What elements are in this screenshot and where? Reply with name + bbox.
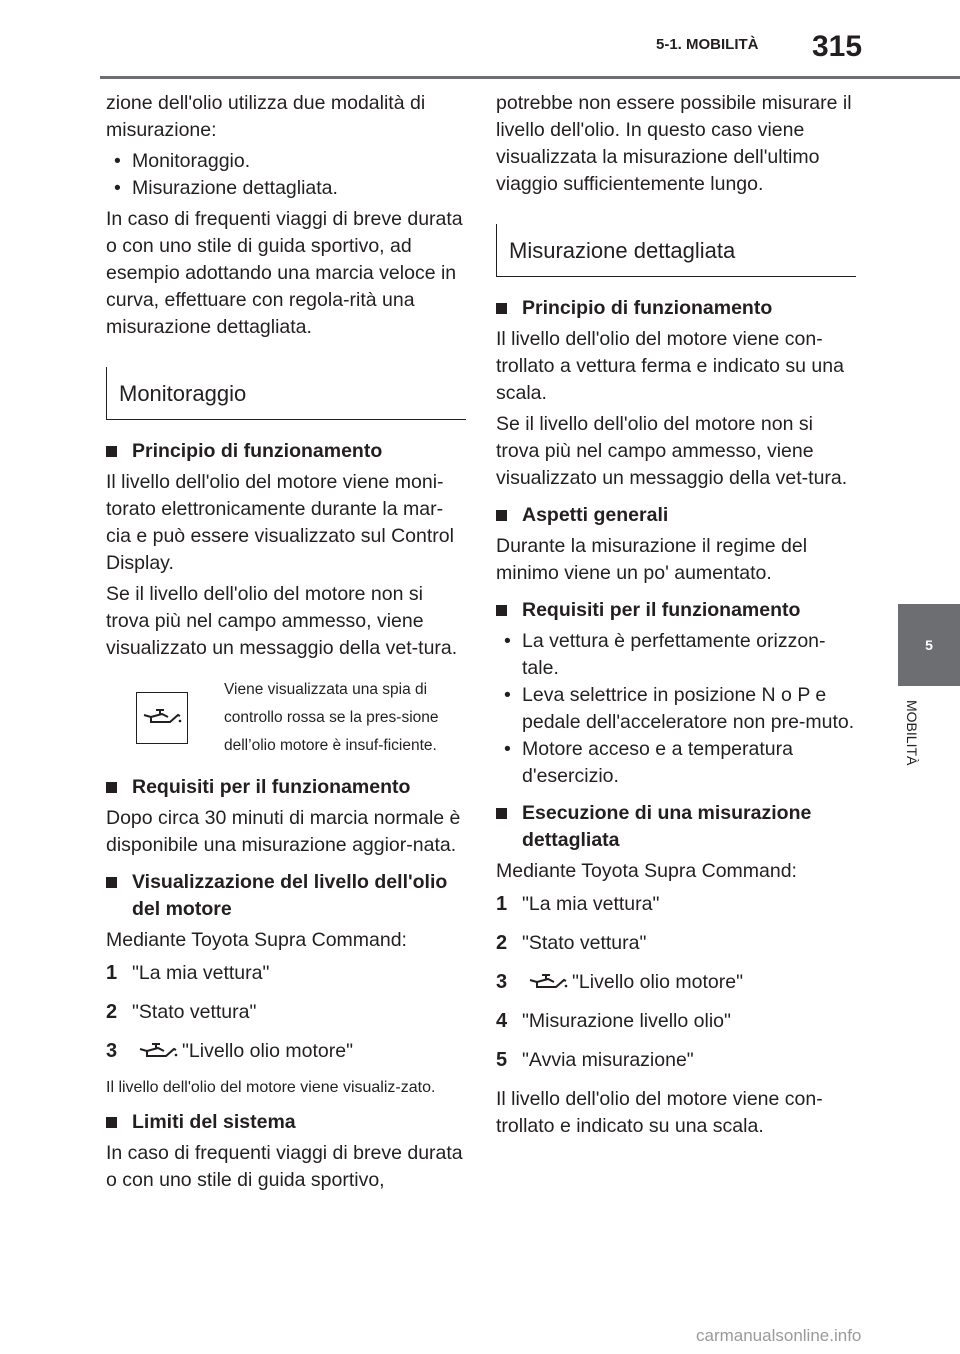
step-number: 3 <box>106 1040 118 1062</box>
paragraph: In caso di frequenti viaggi di breve durata o con uno stile di guida sportivo, <box>106 1142 463 1191</box>
list-item: • La vettura è perfettamente orizzon-tale. <box>496 628 856 682</box>
intro-bullets <box>106 148 466 202</box>
watermark: carmanualsonline.info <box>696 1326 862 1345</box>
step-text: "La mia vettura" <box>132 962 270 984</box>
chapter-tab-number: 5 <box>898 604 960 686</box>
left-column <box>106 90 466 1198</box>
paragraph: Se il livello dell'olio del motore non si trova più nel campo ammesso, viene visualizzato un messaggio della vet-tura. <box>106 583 458 659</box>
paragraph: potrebbe non essere possibile misurare il livello dell'olio. In questo caso viene visualizzata la misurazione dell'ultimo viaggio sufficientemente lungo. <box>496 92 852 195</box>
subheading-text: Requisiti per il funzionamento <box>522 599 801 621</box>
paragraph: Dopo circa 30 minuti di marcia normale è disponibile una misurazione aggior-nata. <box>106 807 461 856</box>
subheading-text: Requisiti per il funzionamento <box>132 776 411 798</box>
paragraph: Durante la misurazione il regime del minimo viene un po' aumentato. <box>496 535 808 584</box>
step-number: 2 <box>106 1001 118 1023</box>
right-column <box>496 90 856 1144</box>
list-item: • Motore acceso e a temperatura d'esercizio. <box>496 736 856 790</box>
square-bullet-icon <box>496 808 507 819</box>
subheading-execution <box>496 800 856 854</box>
step-text: "Misurazione livello olio" <box>522 1010 731 1032</box>
step-text: "La mia vettura" <box>522 893 660 915</box>
square-bullet-icon <box>496 303 507 314</box>
step-text: "Livello olio motore" <box>182 1040 354 1062</box>
square-bullet-icon <box>106 446 117 457</box>
paragraph: Mediante Toyota Supra Command: <box>496 860 797 882</box>
paragraph: Se il livello dell'olio del motore non si trova più nel campo ammesso, viene visualizzato un messaggio della vet-tura. <box>496 413 848 489</box>
square-bullet-icon <box>106 877 117 888</box>
list-item: • Monitoraggio. <box>106 148 466 175</box>
step-number: 1 <box>496 893 508 915</box>
subheading-display <box>106 869 466 923</box>
step-item <box>496 1008 856 1035</box>
page-number: 315 <box>812 30 863 63</box>
warning-text: Viene visualizzata una spia di controllo rossa se la pres-sione dell’olio motore è insuf-ficiente. <box>224 681 439 754</box>
section-heading-misurazione: Misurazione dettagliata <box>496 224 856 277</box>
list-item: • Leva selettrice in posizione N o P e pedale dell'acceleratore non pre-muto. <box>496 682 856 736</box>
step-text: "Livello olio motore" <box>572 971 744 993</box>
requirements-bullets <box>496 628 856 790</box>
step-item <box>496 969 856 996</box>
subheading-requirements <box>106 774 466 801</box>
note-text: Il livello dell'olio del motore viene visualiz-zato. <box>106 1079 436 1096</box>
chapter-tab-label: MOBILITÀ <box>904 700 920 766</box>
step-text: "Stato vettura" <box>132 1001 257 1023</box>
warning-light-box <box>136 692 188 744</box>
step-text: "Stato vettura" <box>522 932 647 954</box>
subheading-requirements <box>496 597 856 624</box>
square-bullet-icon <box>496 605 507 616</box>
warning-block <box>106 676 466 760</box>
subheading-text: Principio di funzionamento <box>132 440 383 462</box>
list-item: • Misurazione dettagliata. <box>106 175 466 202</box>
square-bullet-icon <box>496 510 507 521</box>
subheading-limits <box>106 1109 466 1136</box>
step-number: 2 <box>496 932 508 954</box>
oil-can-icon <box>528 973 568 993</box>
step-item <box>496 891 856 918</box>
step-number: 1 <box>106 962 118 984</box>
paragraph: Il livello dell'olio del motore viene moni-torato elettronicamente durante la mar-cia e può essere visualizzato sul Control Display. <box>106 471 454 574</box>
paragraph: Il livello dell'olio del motore viene con-trollato e indicato su una scala. <box>496 1088 823 1137</box>
step-item <box>106 1038 466 1065</box>
square-bullet-icon <box>106 1117 117 1128</box>
subheading-general <box>496 502 856 529</box>
subheading-text: Principio di funzionamento <box>522 297 773 319</box>
section-header: 5-1. MOBILITÀ <box>656 36 759 53</box>
step-number: 4 <box>496 1010 508 1032</box>
subheading-text: Visualizzazione del livello dell'olio del motore <box>132 871 448 920</box>
step-text: "Avvia misurazione" <box>522 1049 694 1071</box>
intro-text: zione dell'olio utilizza due modalità di misurazione: <box>106 92 426 141</box>
step-number: 5 <box>496 1049 508 1071</box>
subheading-principle <box>496 295 856 322</box>
subheading-text: Aspetti generali <box>522 504 669 526</box>
subheading-text: Esecuzione di una misurazione dettagliata <box>522 802 812 851</box>
step-item <box>496 930 856 957</box>
square-bullet-icon <box>106 782 117 793</box>
header-rule <box>100 76 960 79</box>
oil-can-icon <box>142 708 182 728</box>
oil-can-icon <box>138 1042 178 1062</box>
step-item <box>106 999 466 1026</box>
intro-paragraph: In caso di frequenti viaggi di breve durata o con uno stile di guida sportivo, ad esempio adottando una marcia veloce in curva, effettuare con regola-rità una misurazione dettagliata. <box>106 208 463 338</box>
section-heading-monitoraggio: Monitoraggio <box>106 367 466 420</box>
step-item <box>496 1047 856 1074</box>
subheading-text: Limiti del sistema <box>132 1111 296 1133</box>
paragraph: Mediante Toyota Supra Command: <box>106 929 407 951</box>
paragraph: Il livello dell'olio del motore viene con-trollato a vettura ferma e indicato su una scala. <box>496 328 844 404</box>
step-item <box>106 960 466 987</box>
step-number: 3 <box>496 971 508 993</box>
subheading-principle <box>106 438 466 465</box>
